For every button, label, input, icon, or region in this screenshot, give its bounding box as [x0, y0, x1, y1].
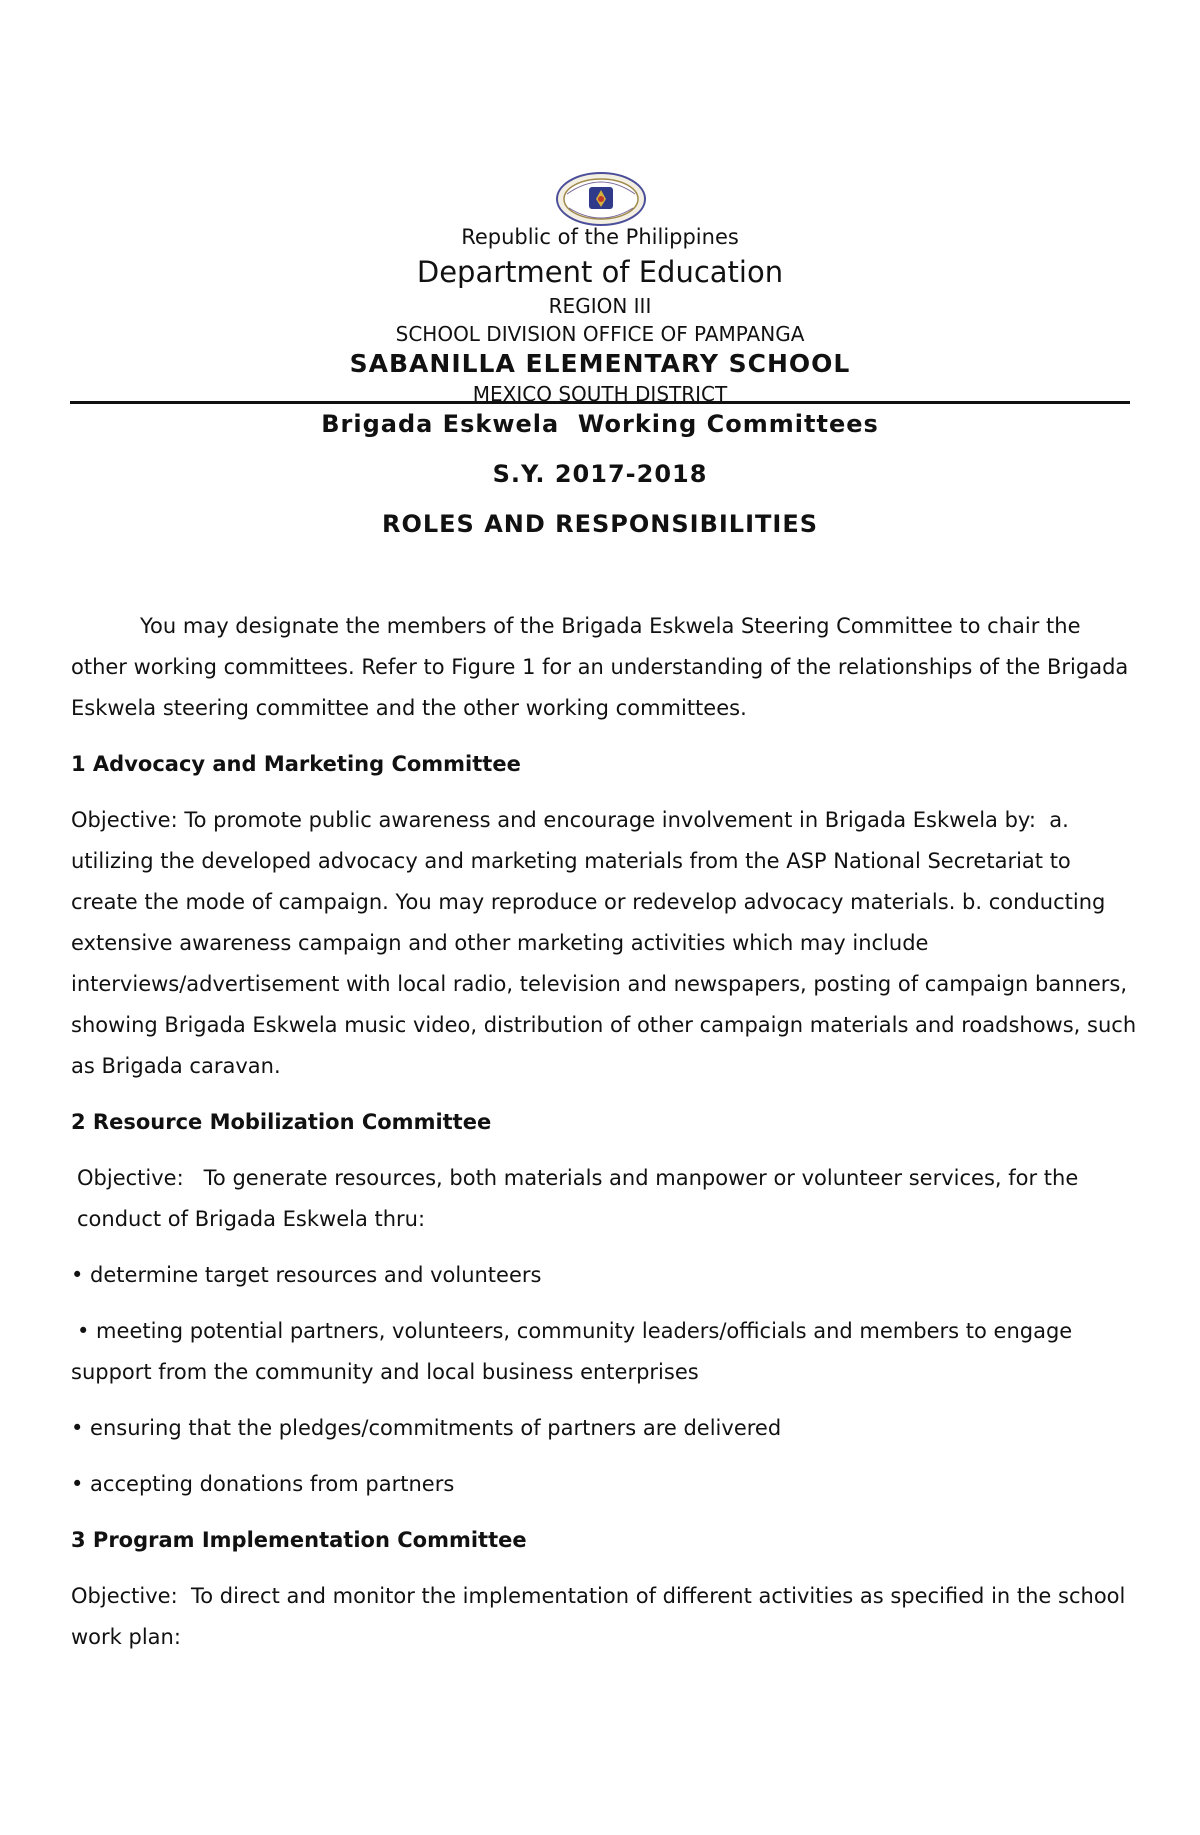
school-year: S.Y. 2017-2018: [492, 460, 708, 488]
region-line: REGION III: [548, 294, 652, 318]
section-title: 2 Resource Mobilization Committee: [71, 1110, 492, 1134]
letterhead: [70, 222, 1130, 408]
section-objective: Objective: To generate resources, both materials and manpower or volunteer services, for the conduct of Brigada Eskwela thru:: [77, 1166, 1085, 1231]
section-objective: Objective: To promote public awareness and encourage involvement in Brigada Eskwela by: a. utilizing the developed advocacy and marketing materials from the ASP National Secretariat to create the mode of campaign. You may reproduce or redevelop advocacy materials. b. conducting extensive awareness campaign and other marketing activities which may include interviews/advertisement with local radio, television and newspapers, posting of campaign banners, showing Brigada Eskwela music video, distribution of other campaign materials and roadshows, such as Brigada caravan.: [71, 808, 1143, 1078]
section-objective: Objective: To direct and monitor the implementation of different activities as specified in the school work plan:: [71, 1584, 1133, 1649]
document-titles: [70, 404, 1130, 544]
bullet-item: • accepting donations from partners: [71, 1472, 455, 1496]
bullet-item: • meeting potential partners, volunteers, community leaders/officials and members to engage support from the community and local business enterprises: [71, 1319, 1073, 1384]
department-line: Department of Education: [416, 255, 784, 289]
deped-seal-icon: [555, 172, 647, 226]
section-title: 3 Program Implementation Committee: [71, 1528, 527, 1552]
document-title: Brigada Eskwela Working Committees: [321, 410, 879, 438]
bullet-item: • ensuring that the pledges/commitments of partners are delivered: [71, 1416, 782, 1440]
division-line: SCHOOL DIVISION OFFICE OF PAMPANGA: [395, 322, 805, 346]
document-body: [71, 606, 1143, 1658]
district-line: MEXICO SOUTH DISTRICT: [472, 382, 728, 406]
school-name: SABANILLA ELEMENTARY SCHOOL: [349, 349, 851, 378]
bullet-item: • determine target resources and volunteers: [71, 1263, 542, 1287]
republic-line: Republic of the Philippines: [461, 225, 739, 249]
section-title: 1 Advocacy and Marketing Committee: [71, 752, 521, 776]
document-subtitle: ROLES AND RESPONSIBILITIES: [381, 510, 819, 538]
intro-paragraph: You may designate the members of the Brigada Eskwela Steering Committee to chair the other working committees. Refer to Figure 1 for an understanding of the relationships of the Brigada Eskwela steering committee and the other working committees.: [71, 614, 1129, 720]
